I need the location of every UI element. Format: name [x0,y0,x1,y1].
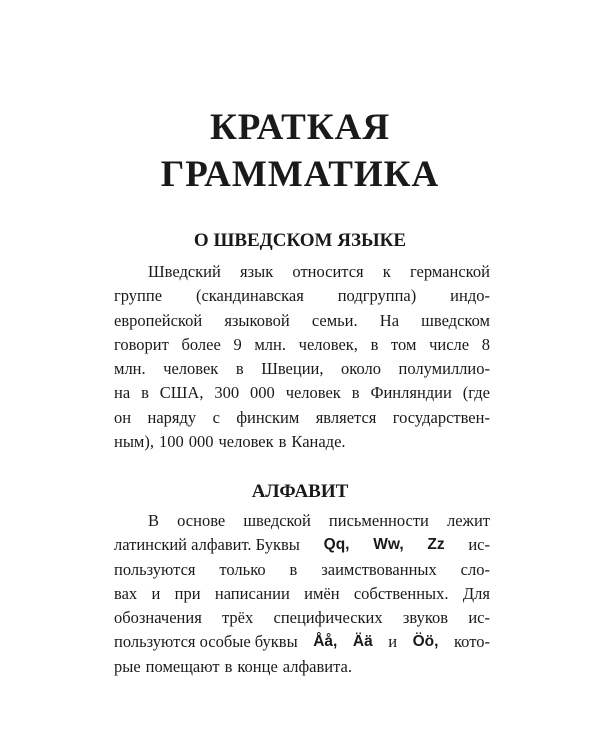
word: лежит [447,511,490,530]
word: индо- [450,286,490,306]
swedish-letters-ae: Ää [352,633,373,651]
latin-letters-zz: Zz [427,536,445,554]
word: имён [304,583,340,603]
word: финским [236,407,300,427]
word: США, [159,383,204,403]
word: человек [163,359,219,379]
word: ным), [114,432,154,452]
word: к [382,262,391,281]
word: государствен- [392,407,490,427]
word: обозначения [114,608,202,628]
text-line [114,630,490,654]
word: шведской [243,511,311,530]
text-line [114,533,490,557]
word: На [379,310,400,330]
word: при [174,583,201,603]
word: 100 [158,432,184,452]
swedish-letters-oe: Öö, [412,633,439,651]
text-segment: ис- [468,535,490,555]
word: письменности [328,511,429,530]
text-line [114,430,490,454]
word: 000 [250,383,275,403]
section-heading-alphabet: АЛФАВИТ [251,481,349,502]
word: и [151,583,161,603]
paragraph-about-swedish [114,260,490,454]
word: ис- [468,608,490,628]
word: (где [462,383,490,403]
text-segment: кото- [453,632,490,652]
page-title [0,104,600,198]
text-line [114,406,490,430]
text-line [114,284,490,308]
word: 300 [214,383,240,403]
word: семьи. [311,310,358,330]
word: в [278,432,287,452]
word: говорит [114,334,169,354]
text-line [114,260,490,284]
page-title-line-2: ГРАММАТИКА [160,154,440,195]
word: том [391,334,417,354]
text-line [114,606,490,630]
swedish-letters-aa-ring: Åå, [313,633,338,651]
latin-letters-ww: Ww, [373,536,404,554]
word: звуков [402,608,449,628]
word: человек [218,432,274,452]
word: только [219,559,266,579]
word: конце [237,656,278,676]
word: человек [285,383,341,403]
text-line [114,582,490,606]
word: германской [410,262,490,281]
word: написании [214,583,290,603]
word: группе [114,286,163,306]
text-line [114,655,490,679]
text-line [114,357,490,381]
word: 9 [233,334,242,354]
word: пользуются [114,559,196,579]
word: В [148,511,160,530]
word: Канаде. [291,432,346,452]
word: язык [240,262,274,281]
word: полумиллио- [398,359,490,379]
word: на [114,383,131,403]
word: шведском [421,310,490,330]
word: в [235,359,244,379]
text-line [114,333,490,357]
text-segment: пользуются особые буквы [114,632,298,652]
word: помещают [145,656,220,676]
word: алфавита. [282,656,352,676]
word: относится [292,262,364,281]
word: более [181,334,221,354]
word: Шведский [148,262,221,281]
word: рые [114,656,141,676]
word: заимствованных [321,559,437,579]
word: (скандинавская [195,286,304,306]
text-segment: и [388,632,398,652]
word: специфических [273,608,383,628]
word: наряду [147,407,197,427]
word: в [141,383,149,403]
text-segment: латинский алфавит. Буквы [114,535,300,555]
word: числе [429,334,470,354]
word: Для [462,583,490,603]
word: языковой [224,310,290,330]
word: подгруппа) [337,286,417,306]
word: трёх [222,608,254,628]
word: в [224,656,233,676]
word: с [212,407,220,427]
word: в [351,383,360,403]
word: он [114,407,132,427]
word: млн. [254,334,286,354]
word: вах [114,583,138,603]
word: млн. [114,359,146,379]
word: основе [177,511,226,530]
word: 000 [188,432,214,452]
word: человек, [298,334,358,354]
text-line [114,381,490,405]
word: около [341,359,381,379]
word: в [289,559,298,579]
word: в [370,334,379,354]
text-line [114,558,490,582]
section-heading-about-swedish: О ШВЕДСКОМ ЯЗЫКЕ [193,230,407,251]
latin-letters-qq: Qq, [323,536,350,554]
page-title-line-1: КРАТКАЯ [209,107,391,148]
word: сло- [460,559,490,579]
word: является [315,407,377,427]
word: Швеции, [261,359,324,379]
text-line [114,309,490,333]
word: европейской [114,310,203,330]
text-line [114,509,490,533]
word: 8 [481,334,490,354]
word: собственных. [353,583,449,603]
paragraph-alphabet [114,509,490,679]
word: Финляндии [370,383,452,403]
